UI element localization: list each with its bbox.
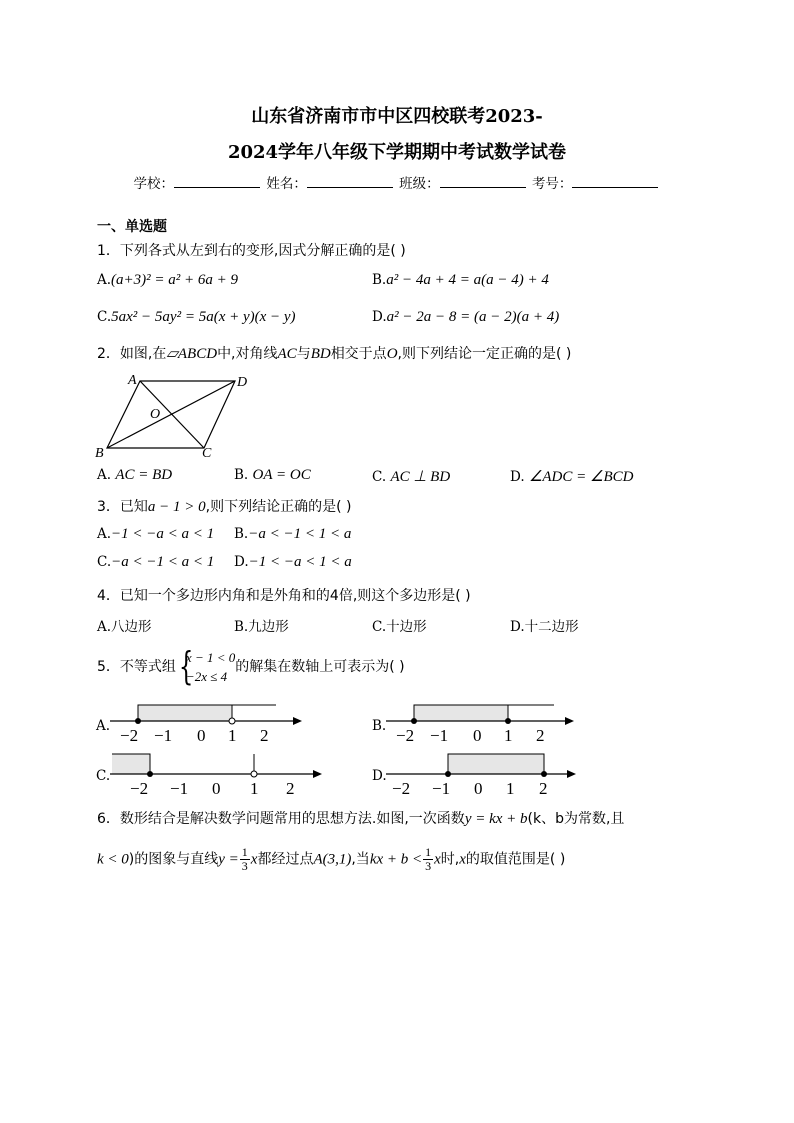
q2-parallelogram: ▱ABCD <box>166 346 218 362</box>
q2-stem-mid2: 与 <box>296 346 311 362</box>
school-label: 学校： <box>133 176 175 192</box>
name-blank[interactable] <box>307 175 393 188</box>
tick-label: −2 <box>120 726 139 745</box>
q6-k-condition: k < 0 <box>97 851 129 868</box>
q1-option-b-math: a² − 4a + 4 = a(a − 4) + 4 <box>386 272 549 288</box>
fraction-numerator: 1 <box>241 845 248 859</box>
q6-variable-x: x <box>459 851 466 868</box>
vertex-a-label: A <box>128 373 137 388</box>
q6-line2-y: y = <box>218 851 239 868</box>
section-title: 一、单选题 <box>97 219 167 235</box>
inequality-2: −2x ≤ 4 <box>185 669 228 684</box>
q1-option-d[interactable] <box>372 309 559 326</box>
inequality-1: x − 1 < 0 <box>185 650 236 665</box>
fraction-denominator: 3 <box>241 859 248 873</box>
tick-label: −1 <box>430 726 449 745</box>
diagonal-bd <box>107 381 235 448</box>
fraction-denominator: 3 <box>425 859 432 873</box>
class-blank[interactable] <box>440 175 526 188</box>
q2-option-c-label: C. <box>372 469 387 485</box>
q3-option-d[interactable] <box>234 554 352 571</box>
closed-point <box>541 771 547 777</box>
q3-option-b-math: −a < −1 < 1 < a <box>248 526 352 542</box>
q6-linear-function: y = kx + b <box>464 811 528 827</box>
q5-option-c-numberline[interactable] <box>108 750 328 798</box>
q2-option-a-math: AC = BD <box>115 467 173 483</box>
tick-label: 0 <box>197 726 206 745</box>
q5-option-b-numberline[interactable] <box>384 700 584 746</box>
q2-stem-post: ,则下列结论一定正确的是( ) <box>397 346 572 362</box>
q1-option-c-label: C. <box>97 309 112 325</box>
tick-label: −1 <box>432 779 451 798</box>
q6-line2-d: 时, <box>440 851 460 868</box>
tick-label: 0 <box>473 726 482 745</box>
q3-option-b-label: B. <box>234 526 249 542</box>
closed-point <box>411 718 417 724</box>
q3-option-a-label: A. <box>97 526 112 542</box>
q5-option-a-label[interactable]: A. <box>96 718 111 734</box>
q5-option-d-label[interactable]: D. <box>372 768 387 784</box>
solution-shade <box>414 705 508 721</box>
tick-label: 2 <box>260 726 269 745</box>
fraction-numerator: 1 <box>425 845 432 859</box>
student-info-line <box>0 172 794 192</box>
school-blank[interactable] <box>174 175 260 188</box>
tick-label: −2 <box>396 726 415 745</box>
q6-line2-a: )的图象与直线 <box>128 851 219 868</box>
tick-label: −2 <box>392 779 411 798</box>
exam-title-line1: 山东省济南市市中区四校联考2023- <box>251 106 543 127</box>
tick-label: 0 <box>212 779 221 798</box>
axis-arrow <box>565 717 574 725</box>
q6-line2-e: 的取值范围是( ) <box>465 851 566 868</box>
q6-line1-pre: 6．数形结合是解决数学问题常用的思想方法.如图,一次函数 <box>97 811 465 827</box>
q6-line2-x: x <box>250 851 258 868</box>
q3-option-a[interactable] <box>97 526 214 543</box>
q4-option-d[interactable]: D.十二边形 <box>510 619 579 635</box>
q2-stem-mid3: 相交于点 <box>330 346 387 362</box>
q1-option-a-math: (a+3)² = a² + 6a + 9 <box>111 272 239 288</box>
q2-option-c[interactable] <box>372 467 450 486</box>
solution-shade-left <box>112 754 150 774</box>
question-3-stem <box>97 496 352 516</box>
tick-label: 2 <box>539 779 548 798</box>
closed-point <box>445 771 451 777</box>
tick-label: −1 <box>170 779 189 798</box>
q4-option-a[interactable]: A.八边形 <box>97 619 152 635</box>
q1-option-a[interactable] <box>97 272 238 289</box>
q1-option-d-label: D. <box>372 309 387 325</box>
exam-number-blank[interactable] <box>572 175 658 188</box>
q2-option-c-math: AC ⊥ BD <box>390 469 451 485</box>
q1-option-b[interactable] <box>372 272 549 289</box>
tick-label: 1 <box>504 726 513 745</box>
closed-point <box>147 771 153 777</box>
q2-option-a[interactable] <box>97 467 172 484</box>
axis-arrow <box>567 770 576 778</box>
exam-number-label: 考号： <box>531 176 573 192</box>
q5-stem-pre: 5．不等式组 <box>97 659 176 675</box>
q2-option-b-math: OA = OC <box>252 467 311 483</box>
q2-stem-pre: 2．如图,在 <box>97 346 167 362</box>
open-point <box>229 718 235 724</box>
q5-stem-post: 的解集在数轴上可表示为( ) <box>235 659 405 675</box>
q3-option-b[interactable] <box>234 526 351 543</box>
q5-option-b-label[interactable]: B. <box>372 718 387 734</box>
q6-line2-x2: x <box>434 851 441 868</box>
q3-option-c-math: −a < −1 < a < 1 <box>111 554 215 570</box>
q2-option-d-label: D. <box>510 469 525 485</box>
inequality-system <box>176 644 236 688</box>
question-6-line1 <box>97 808 624 828</box>
tick-label: −2 <box>130 779 149 798</box>
vertex-d-label: D <box>237 375 248 390</box>
q2-option-b-label: B. <box>234 467 249 483</box>
q2-option-d-math: ∠ADC = ∠BCD <box>528 469 634 485</box>
q3-option-d-label: D. <box>234 554 249 570</box>
vertex-b-label: B <box>95 446 104 461</box>
q1-option-d-math: a² − 2a − 8 = (a − 2)(a + 4) <box>386 309 560 325</box>
question-5-stem <box>97 644 405 688</box>
q5-option-a-numberline[interactable] <box>108 700 308 746</box>
q4-option-b[interactable]: B.九边形 <box>234 619 289 635</box>
exam-title-line2: 2024学年八年级下学期期中考试数学试卷 <box>227 142 567 163</box>
q3-stem-pre: 3．已知 <box>97 499 148 515</box>
question-4-stem: 4．已知一个多边形内角和是外角和的4倍,则这个多边形是( ) <box>97 588 471 604</box>
q3-option-c[interactable] <box>97 554 214 571</box>
q3-stem-math: a − 1 > 0 <box>147 499 206 515</box>
question-6-line2 <box>97 846 565 873</box>
tick-label: 1 <box>228 726 237 745</box>
question-1-stem: 1．下列各式从左到右的变形,因式分解正确的是( ) <box>97 243 406 259</box>
q6-point-a: A(3,1) <box>313 851 352 868</box>
tick-label: 2 <box>286 779 295 798</box>
closed-point <box>135 718 141 724</box>
name-label: 姓名： <box>266 176 307 192</box>
vertex-c-label: C <box>202 446 212 461</box>
q3-stem-post: ,则下列结论正确的是( ) <box>205 499 352 515</box>
tick-label: 0 <box>474 779 483 798</box>
q2-stem-mid1: 中,对角线 <box>217 346 278 362</box>
fraction-one-third-2 <box>423 846 433 873</box>
axis-arrow <box>313 770 322 778</box>
tick-label: 1 <box>250 779 259 798</box>
q1-option-a-label: A. <box>97 272 112 288</box>
solution-shade <box>448 754 544 774</box>
q2-option-b[interactable] <box>234 467 311 484</box>
q6-line2-c: ,当 <box>351 851 370 868</box>
q5-option-c-label[interactable]: C. <box>96 768 111 784</box>
q6-line2-b: 都经过点 <box>257 851 314 868</box>
q1-option-c-math: 5ax² − 5ay² = 5a(x + y)(x − y) <box>111 309 296 325</box>
q2-bd: BD <box>310 346 331 362</box>
q6-inequality: kx + b < <box>369 851 423 868</box>
center-o-label: O <box>150 407 161 422</box>
q5-option-d-numberline[interactable] <box>384 750 584 798</box>
q1-option-b-label: B. <box>372 272 387 288</box>
closed-point <box>505 718 511 724</box>
q3-option-d-math: −1 < −a < 1 < a <box>248 554 352 570</box>
q4-option-c[interactable]: C.十边形 <box>372 619 427 635</box>
parallelogram-figure <box>90 370 260 462</box>
question-2-stem <box>97 343 571 363</box>
open-point <box>251 771 257 777</box>
fraction-one-third <box>240 846 250 873</box>
q3-option-c-label: C. <box>97 554 112 570</box>
q1-option-c[interactable] <box>97 309 296 326</box>
q6-line1-paren: (k、b为常数,且 <box>527 811 625 827</box>
system-brace: { <box>178 644 194 688</box>
tick-label: −1 <box>154 726 173 745</box>
q3-option-a-math: −1 < −a < a < 1 <box>111 526 215 542</box>
solution-shade <box>138 705 232 721</box>
q2-o: O <box>386 346 398 362</box>
class-label: 班级： <box>399 176 440 192</box>
q2-option-d[interactable] <box>510 467 633 486</box>
tick-label: 1 <box>506 779 515 798</box>
q2-option-a-label: A. <box>97 467 112 483</box>
axis-arrow <box>293 717 302 725</box>
q2-ac: AC <box>277 346 297 362</box>
tick-label: 2 <box>536 726 545 745</box>
